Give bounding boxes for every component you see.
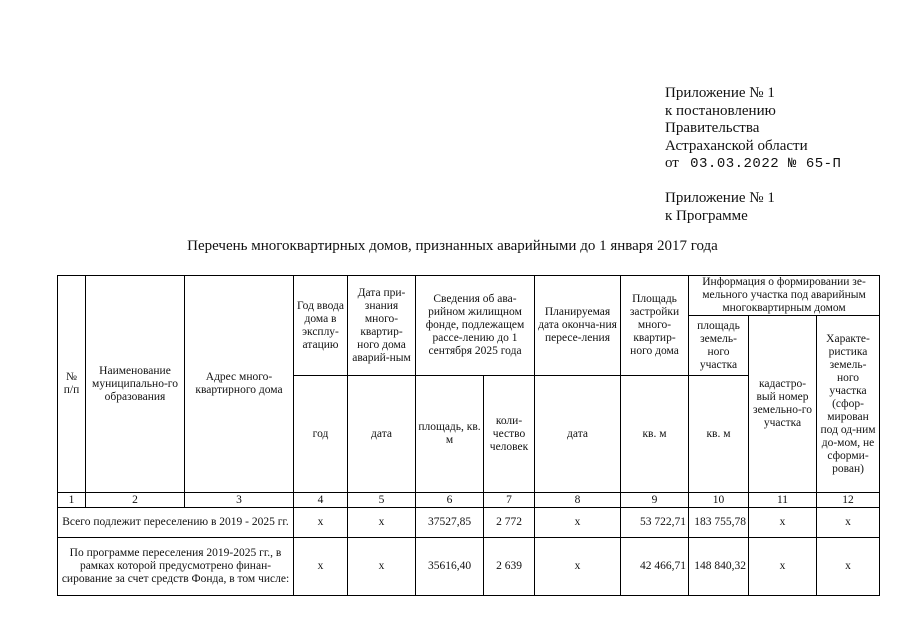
header-number: № п/п: [58, 276, 86, 493]
row-label: Всего подлежит переселению в 2019 - 2025 гг.: [58, 508, 294, 538]
unit-people: коли-чество человек: [484, 376, 535, 493]
header-cadastral-number: кадастро-вый номер земельно-го участка: [749, 316, 817, 493]
column-number: 9: [621, 493, 689, 508]
column-number: 8: [535, 493, 621, 508]
table-row: [58, 508, 880, 538]
column-number: 7: [484, 493, 535, 508]
cell-cadastral: x: [749, 538, 817, 596]
column-number: 5: [348, 493, 416, 508]
cell-area: 37527,85: [416, 508, 484, 538]
header-row: [58, 276, 880, 316]
resolution-date-line: [665, 155, 841, 174]
appendix-line: к Программе: [665, 207, 748, 224]
column-number: 12: [817, 493, 880, 508]
appendix-line: Астраханской области: [665, 137, 808, 154]
cell-cadastral: x: [749, 508, 817, 538]
column-number: 10: [689, 493, 749, 508]
cell-date: x: [348, 538, 416, 596]
header-land-characteristic: Характе-ристика земель-ного участка (сфор-мирован под од-ним до-мом, не сформи-рован): [817, 316, 880, 493]
cell-characteristic: x: [817, 508, 880, 538]
column-number-row: [58, 493, 880, 508]
appendix-line: Правительства: [665, 120, 760, 136]
unit-date: дата: [348, 376, 416, 493]
header-building-area: Площадь застройки много-квартир-ного дома: [621, 276, 689, 376]
column-number: 1: [58, 493, 86, 508]
header-land-area: площадь земель-ного участка: [689, 316, 749, 376]
header-emergency-fund: Сведения об ава-рийном жилищном фонде, подлежащем рассе-лению до 1 сентября 2025 года: [416, 276, 535, 376]
cell-land-area: 148 840,32: [689, 538, 749, 596]
cell-year: x: [294, 508, 348, 538]
unit-year: год: [294, 376, 348, 493]
appendix-line: Приложение № 1: [665, 85, 775, 101]
emergency-housing-table: [57, 275, 880, 596]
column-number: 6: [416, 493, 484, 508]
date-prefix: от: [665, 155, 679, 171]
appendix-line: Приложение № 1: [665, 190, 775, 206]
row-label: По программе переселения 2019-2025 гг., в рамках которой предусмотрено финан-сирование за счет средств Фонда, в том числе:: [58, 538, 294, 596]
cell-people: 2 772: [484, 508, 535, 538]
cell-land-area: 183 755,78: [689, 508, 749, 538]
unit-area: площадь, кв. м: [416, 376, 484, 493]
header-municipality: Наименование муниципально-го образования: [86, 276, 185, 493]
cell-area: 35616,40: [416, 538, 484, 596]
cell-end-date: x: [535, 508, 621, 538]
cell-people: 2 639: [484, 538, 535, 596]
cell-year: x: [294, 538, 348, 596]
header-year: Год ввода дома в эксплу-атацию: [294, 276, 348, 376]
column-number: 2: [86, 493, 185, 508]
cell-building-area: 42 466,71: [621, 538, 689, 596]
unit-land-area: кв. м: [689, 376, 749, 493]
unit-end-date: дата: [535, 376, 621, 493]
cell-building-area: 53 722,71: [621, 508, 689, 538]
header-address: Адрес много-квартирного дома: [185, 276, 294, 493]
cell-characteristic: x: [817, 538, 880, 596]
header-planned-end-date: Планируемая дата оконча-ния пересе-ления: [535, 276, 621, 376]
program-appendix-block: [665, 190, 775, 225]
appendix-line: к постановлению: [665, 102, 776, 119]
column-number: 4: [294, 493, 348, 508]
resolution-appendix-block: [665, 85, 841, 174]
cell-date: x: [348, 508, 416, 538]
header-recognition-date: Дата при-знания много-квартир-ного дома аварий-ным: [348, 276, 416, 376]
document-title: Перечень многоквартирных домов, признанных аварийными до 1 января 2017 года: [187, 238, 718, 254]
cell-end-date: x: [535, 538, 621, 596]
header-land-info: Информация о формировании зе-мельного участка под аварийным многоквартирным домом: [689, 276, 880, 316]
column-number: 11: [749, 493, 817, 508]
unit-building-area: кв. м: [621, 376, 689, 493]
table-row: [58, 538, 880, 596]
column-number: 3: [185, 493, 294, 508]
resolution-date-stamp: 03.03.2022 № 65-П: [690, 156, 842, 172]
